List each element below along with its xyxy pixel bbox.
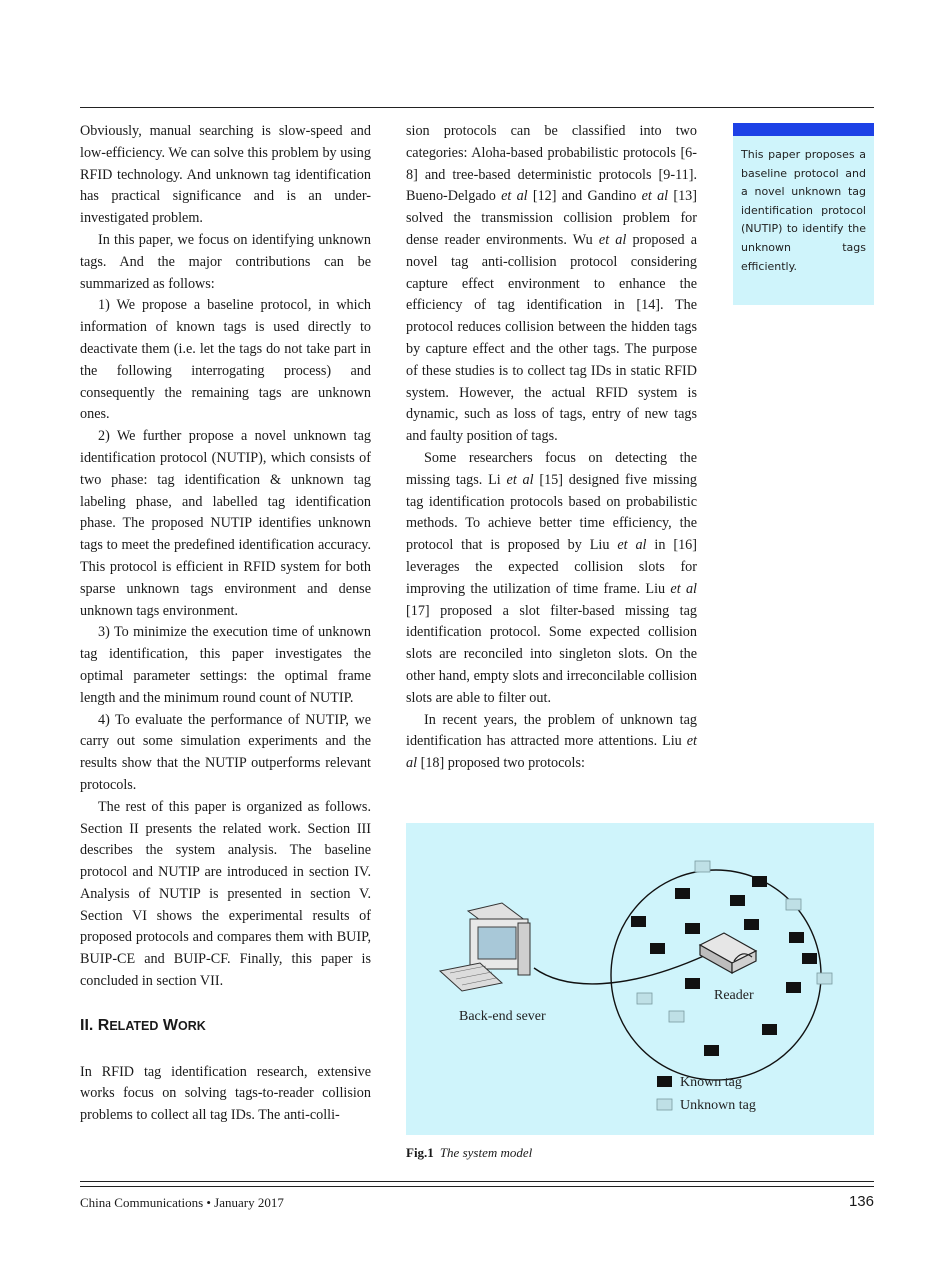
connection-line bbox=[534, 955, 706, 984]
contribution-2: 2) We further propose a novel unknown tag identification protocol (NUTIP), which consists of two phase: tag identification & unknown tag labeling phase, and labelled tag identification phase. The proposed NUTIP identifies unknown tags to meet the predefined identification accuracy. This protocol is efficient in RFID system for both sparse unknown tags environment and dense unknown tags environment. bbox=[80, 428, 371, 619]
reader-icon bbox=[700, 933, 756, 973]
middle-column bbox=[406, 121, 697, 775]
paragraph: In recent years, the problem of unknown tag identification has attracted more attentions. Liu et al [18] proposed two protocols: bbox=[406, 711, 697, 772]
figure-system-model bbox=[406, 823, 874, 1135]
paragraph: In RFID tag identification research, extensive works focus on solving tags-to-reader collision problems to collect all tag IDs. The anti-colli- bbox=[80, 1063, 371, 1124]
reader-label: Reader bbox=[714, 988, 754, 1003]
journal-footer: China Communications • January 2017 bbox=[80, 1195, 284, 1210]
known-tag bbox=[802, 953, 817, 964]
legend-known-swatch bbox=[657, 1076, 672, 1087]
left-column bbox=[80, 121, 371, 1127]
legend-known-label: Known tag bbox=[680, 1075, 742, 1090]
computer-icon bbox=[440, 903, 530, 991]
unknown-tag bbox=[786, 899, 801, 910]
callout-text: This paper proposes a baseline protocol and a novel unknown tag identification protocol (NUTIP) to identify the unknown tags efficiently. bbox=[741, 148, 866, 273]
known-tag bbox=[744, 919, 759, 930]
known-tag bbox=[786, 982, 801, 993]
unknown-tag bbox=[817, 973, 832, 984]
caption-number: Fig.1 bbox=[406, 1145, 434, 1160]
header-rule bbox=[80, 107, 874, 108]
known-tag bbox=[685, 923, 700, 934]
known-tag bbox=[685, 978, 700, 989]
paragraph: Some researchers focus on detecting the missing tags. Li et al [15] designed five missing tag identification protocols based on probabilistic methods. To achieve better time efficiency, the protocol that is proposed by Liu et al in [16] leverages the expected collision slots for improving the utilization of time frame. Liu et al [17] proposed a slot filter-based missing tag identification protocol. Some expected collision slots are reconciled into singleton slots. On the other hand, empty slots and irreconcilable collision slots are able to filter out. bbox=[406, 449, 697, 706]
paragraph: In this paper, we focus on identifying unknown tags. And the major contributions can be summarized as follows: bbox=[80, 231, 371, 292]
known-tag bbox=[650, 943, 665, 954]
server-label: Back-end sever bbox=[459, 1009, 546, 1024]
section-heading: II. RELATED WORK bbox=[80, 1016, 206, 1034]
paragraph: Obviously, manual searching is slow-speed and low-efficiency. We can solve this problem by using RFID technology. And unknown tag identification has practical significance and is an under-investigated problem. bbox=[80, 123, 371, 227]
known-tag bbox=[730, 895, 745, 906]
unknown-tag bbox=[637, 993, 652, 1004]
contribution-4: 4) To evaluate the performance of NUTIP, we carry out some simulation experiments and the results show that the NUTIP outperforms relevant protocols. bbox=[80, 711, 371, 793]
highlight-callout bbox=[733, 123, 874, 305]
legend-unknown-swatch bbox=[657, 1099, 672, 1110]
footer-rule bbox=[80, 1186, 874, 1187]
callout-accent-bar bbox=[733, 123, 874, 136]
unknown-tag bbox=[669, 1011, 684, 1022]
system-model-diagram bbox=[406, 823, 874, 1135]
known-tag bbox=[789, 932, 804, 943]
contribution-3: 3) To minimize the execution time of unknown tag identification, this paper investigates the optimal parameter settings: the optimal frame length and the minimum round count of NUTIP. bbox=[80, 624, 371, 706]
unknown-tag bbox=[695, 861, 710, 872]
page-number: 136 bbox=[848, 1193, 874, 1210]
footer-rule bbox=[80, 1181, 874, 1182]
known-tag bbox=[675, 888, 690, 899]
paragraph: The rest of this paper is organized as follows. Section II presents the related work. Section III describes the system analysis. The baseline protocol and NUTIP are introduced in section IV. Analysis of NUTIP is presented in section V. Section VI shows the experimental results of proposed protocols and compares them with BUIP, BUIP-CE and BUIP-CF. Finally, this paper is concluded in section VII. bbox=[80, 798, 371, 990]
legend-unknown-label: Unknown tag bbox=[680, 1098, 756, 1113]
figure-caption bbox=[406, 1145, 532, 1161]
known-tag bbox=[631, 916, 646, 927]
paragraph: sion protocols can be classified into two categories: Aloha-based probabilistic protocols [6-8] and tree-based deterministic protocols [9-11]. Bueno-Delgado et al [12] and Gandino et al [13] solved the transmission collision problem for dense reader environments. Wu et al proposed a novel tag anti-collision protocol considering capture effect environment to enhance the efficiency of tag identification in [14]. The protocol reduces collision between the hidden tags by capture effect and the other tags. The purpose of these studies is to collect tag IDs in static RFID system. However, the actual RFID system is dynamic, such as loss of tags, entry of new tags and faulty position of tags. bbox=[406, 123, 698, 445]
contribution-1: 1) We propose a baseline protocol, in which information of known tags is used directly to deactivate them (i.e. let the tags do not take part in the following interrogating process) and consequently the remaining tags are unknown ones. bbox=[80, 297, 371, 423]
caption-text: The system model bbox=[439, 1145, 533, 1160]
known-tag bbox=[762, 1024, 777, 1035]
known-tag bbox=[752, 876, 767, 887]
known-tag bbox=[704, 1045, 719, 1056]
